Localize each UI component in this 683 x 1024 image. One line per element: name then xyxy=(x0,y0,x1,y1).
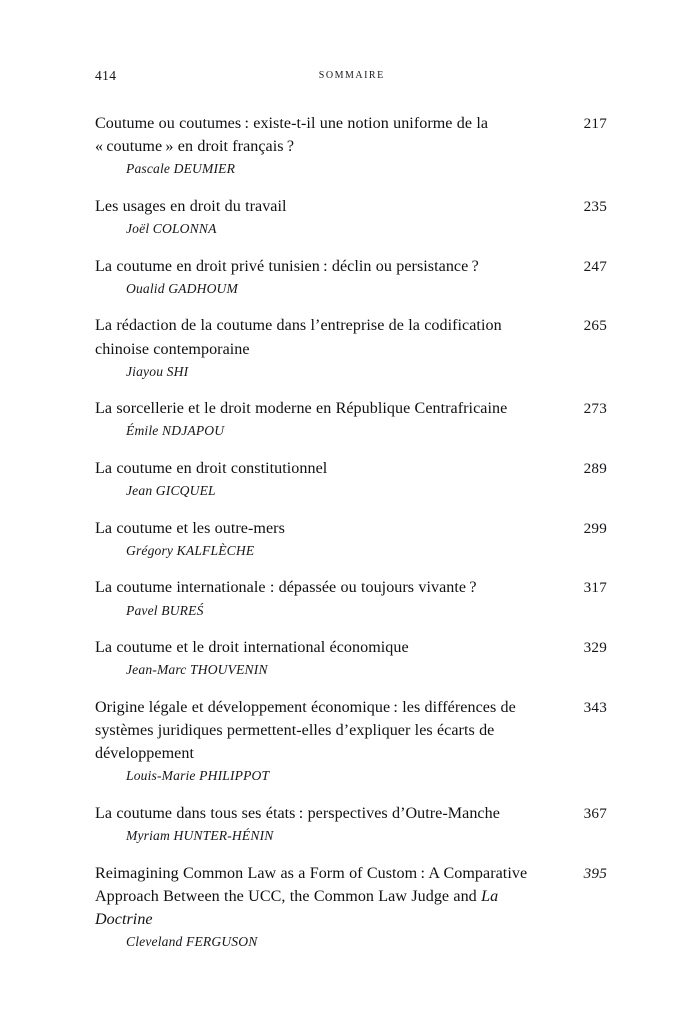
toc-entry-title[interactable]: La coutume internationale : dépassée ou toujours vivante ? xyxy=(95,579,477,597)
toc-entry-author: Cleveland FERGUSON xyxy=(126,934,258,950)
toc-entry[interactable] xyxy=(95,576,607,619)
toc-entry[interactable] xyxy=(95,457,607,500)
toc-entry[interactable] xyxy=(95,517,607,560)
toc-entry-author: Grégory KALFLÈCHE xyxy=(126,542,255,558)
toc-entry-title[interactable]: La coutume et le droit international économique xyxy=(95,639,409,657)
toc-entry-author: Jean-Marc THOUVENIN xyxy=(126,662,268,678)
toc-entry[interactable] xyxy=(95,397,607,440)
toc-entry-author: Pavel BUREŚ xyxy=(126,602,204,618)
toc-entry-page-number[interactable]: 329 xyxy=(583,639,607,657)
toc-entry-title[interactable]: La coutume en droit privé tunisien : déclin ou persistance ? xyxy=(95,257,479,275)
toc-entry-author: Oualid GADHOUM xyxy=(126,280,238,296)
toc-entry-title[interactable]: Origine légale et développement économique : les différences de systèmes juridiques permettent-elles d’expliquer les écarts de développement xyxy=(95,698,516,763)
toc-entry-page-number[interactable]: 273 xyxy=(583,400,607,418)
toc-entry-row xyxy=(95,517,607,540)
toc-entry-title[interactable]: La coutume et les outre-mers xyxy=(95,519,285,537)
toc-entry[interactable] xyxy=(95,802,607,845)
table-of-contents xyxy=(95,112,607,951)
toc-entry-row xyxy=(95,802,607,825)
toc-entry-row xyxy=(95,314,607,360)
toc-entry-page-number[interactable]: 265 xyxy=(583,317,607,335)
toc-entry-title[interactable]: La rédaction de la coutume dans l’entreprise de la codification chinoise contemporaine xyxy=(95,317,502,358)
toc-entry-title[interactable]: La coutume dans tous ses états : perspectives d’Outre-Manche xyxy=(95,804,500,822)
toc-entry-page-number[interactable]: 395 xyxy=(583,864,607,882)
toc-entry-author: Jean GICQUEL xyxy=(126,483,216,499)
toc-entry-row xyxy=(95,195,607,218)
toc-entry-row xyxy=(95,696,607,766)
toc-entry-author: Émile NDJAPOU xyxy=(126,423,225,439)
folio-number: 414 xyxy=(95,68,117,83)
running-head-title: SOMMAIRE xyxy=(318,70,385,81)
toc-entry-row xyxy=(95,397,607,420)
toc-entry[interactable] xyxy=(95,195,607,238)
toc-entry-page-number[interactable]: 367 xyxy=(583,804,607,822)
toc-entry-title[interactable]: Reimagining Common Law as a Form of Custom : A Comparative Approach Between the UCC, the Common Law Judge and La Doctrine xyxy=(95,864,528,928)
toc-entry-row xyxy=(95,255,607,278)
toc-entry-row xyxy=(95,636,607,659)
toc-entry[interactable] xyxy=(95,255,607,298)
toc-entry-title[interactable]: Coutume ou coutumes : existe-t-il une notion uniforme de la « coutume » en droit français ? xyxy=(95,115,489,156)
toc-entry[interactable] xyxy=(95,636,607,679)
toc-entry-title[interactable]: La sorcellerie et le droit moderne en République Centrafricaine xyxy=(95,400,508,418)
toc-entry[interactable] xyxy=(95,314,607,380)
toc-entry-page-number[interactable]: 317 xyxy=(583,579,607,597)
toc-entry-page-number[interactable]: 343 xyxy=(583,698,607,716)
toc-entry-author: Myriam HUNTER-HÉNIN xyxy=(126,828,274,844)
toc-entry-page-number[interactable]: 247 xyxy=(583,257,607,275)
toc-entry-row xyxy=(95,112,607,158)
toc-entry-author: Joël COLONNA xyxy=(126,221,217,237)
toc-entry-title[interactable]: Les usages en droit du travail xyxy=(95,197,287,215)
toc-entry-row xyxy=(95,457,607,480)
toc-entry[interactable] xyxy=(95,112,607,178)
toc-entry-author: Jiayou SHI xyxy=(126,363,189,379)
running-head xyxy=(95,68,607,88)
toc-entry-title[interactable]: La coutume en droit constitutionnel xyxy=(95,459,328,477)
toc-entry-page-number[interactable]: 299 xyxy=(583,519,607,537)
toc-entry-author: Pascale DEUMIER xyxy=(126,161,236,177)
toc-entry-row xyxy=(95,576,607,599)
toc-entry[interactable] xyxy=(95,696,607,786)
toc-entry-author: Louis-Marie PHILIPPOT xyxy=(126,768,270,784)
toc-entry-page-number[interactable]: 217 xyxy=(583,115,607,132)
toc-entry-row xyxy=(95,862,607,932)
toc-entry-page-number[interactable]: 289 xyxy=(583,459,607,477)
toc-entry-page-number[interactable]: 235 xyxy=(583,197,607,215)
toc-entry[interactable] xyxy=(95,862,607,952)
